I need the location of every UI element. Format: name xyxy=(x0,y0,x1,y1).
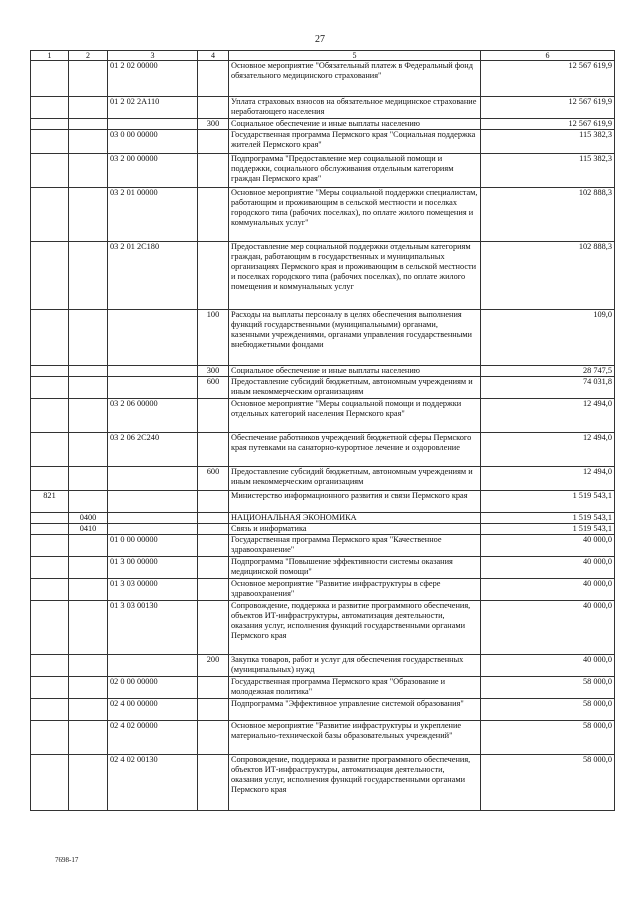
table-row xyxy=(31,188,615,242)
cell-col6: 40 000,0 xyxy=(481,601,615,655)
cell-col4 xyxy=(198,535,229,557)
cell-col3 xyxy=(108,119,198,130)
cell-col3 xyxy=(108,655,198,677)
cell-col6: 1 519 543,1 xyxy=(481,513,615,524)
cell-col6: 115 382,3 xyxy=(481,130,615,154)
cell-col5: Основное мероприятие "Развитие инфраструктуры и укрепление материально-технической базы образовательных учреждений" xyxy=(229,721,481,755)
cell-col2 xyxy=(69,433,108,467)
cell-col5: Основное мероприятие "Меры социальной поддержки специалистам, работающим и проживающим в сельской местности и поселках городского типа (рабочих поселках), по оплате жилого помещения и коммунальных услуг" xyxy=(229,188,481,242)
cell-col5: Предоставление субсидий бюджетным, автономным учреждениям и иным некоммерческим организациям xyxy=(229,377,481,399)
cell-col4 xyxy=(198,399,229,433)
cell-col1 xyxy=(31,467,69,491)
cell-col2: 0400 xyxy=(69,513,108,524)
cell-col2 xyxy=(69,130,108,154)
cell-col1 xyxy=(31,433,69,467)
cell-col3: 01 2 02 00000 xyxy=(108,61,198,97)
cell-col5: Предоставление мер социальной поддержки отдельным категориям граждан, работающим в государственных и муниципальных организациях Пермского края и проживающим в сельской местности и поселках городского типа (рабочих поселках), по оплате жилого помещения и коммунальных услуг xyxy=(229,242,481,310)
table-row xyxy=(31,310,615,366)
table-row xyxy=(31,557,615,579)
cell-col4 xyxy=(198,61,229,97)
cell-col2 xyxy=(69,601,108,655)
cell-col3: 01 3 00 00000 xyxy=(108,557,198,579)
cell-col1 xyxy=(31,677,69,699)
cell-col4 xyxy=(198,524,229,535)
cell-col5: Подпрограмма "Предоставление мер социальной помощи и поддержки, социального обслуживания отдельным категориям граждан Пермского края" xyxy=(229,154,481,188)
table-row xyxy=(31,433,615,467)
cell-col1 xyxy=(31,579,69,601)
cell-col1: 821 xyxy=(31,491,69,513)
cell-col1 xyxy=(31,310,69,366)
table-row xyxy=(31,399,615,433)
cell-col6: 115 382,3 xyxy=(481,154,615,188)
cell-col2 xyxy=(69,366,108,377)
cell-col4: 300 xyxy=(198,119,229,130)
cell-col5: Социальное обеспечение и иные выплаты населению xyxy=(229,119,481,130)
cell-col6: 40 000,0 xyxy=(481,557,615,579)
cell-col2 xyxy=(69,154,108,188)
cell-col2 xyxy=(69,97,108,119)
cell-col1 xyxy=(31,655,69,677)
cell-col3: 02 4 00 00000 xyxy=(108,699,198,721)
cell-col5: Связь и информатика xyxy=(229,524,481,535)
cell-col5: НАЦИОНАЛЬНАЯ ЭКОНОМИКА xyxy=(229,513,481,524)
cell-col4 xyxy=(198,188,229,242)
cell-col3: 01 3 03 00130 xyxy=(108,601,198,655)
cell-col3 xyxy=(108,524,198,535)
page-number: 27 xyxy=(315,34,325,45)
column-header-2: 2 xyxy=(69,51,108,61)
table-row xyxy=(31,755,615,811)
table-row xyxy=(31,366,615,377)
table-row xyxy=(31,535,615,557)
cell-col2 xyxy=(69,119,108,130)
cell-col5: Предоставление субсидий бюджетным, автономным учреждениям и иным некоммерческим организациям xyxy=(229,467,481,491)
cell-col1 xyxy=(31,366,69,377)
cell-col4 xyxy=(198,601,229,655)
table-row xyxy=(31,721,615,755)
cell-col5: Расходы на выплаты персоналу в целях обеспечения выполнения функций государственными (муниципальными) органами, казенными учреждениями, органами управления государственными внебюджетными фондами xyxy=(229,310,481,366)
cell-col4: 600 xyxy=(198,467,229,491)
cell-col4 xyxy=(198,721,229,755)
table-row xyxy=(31,601,615,655)
cell-col6: 58 000,0 xyxy=(481,755,615,811)
cell-col2 xyxy=(69,310,108,366)
cell-col6: 109,0 xyxy=(481,310,615,366)
cell-col6: 40 000,0 xyxy=(481,655,615,677)
table-row xyxy=(31,97,615,119)
cell-col6: 12 567 619,9 xyxy=(481,119,615,130)
cell-col5: Закупка товаров, работ и услуг для обеспечения государственных (муниципальных) нужд xyxy=(229,655,481,677)
cell-col1 xyxy=(31,242,69,310)
cell-col4 xyxy=(198,755,229,811)
cell-col1 xyxy=(31,188,69,242)
cell-col6: 58 000,0 xyxy=(481,721,615,755)
table-row xyxy=(31,699,615,721)
cell-col4 xyxy=(198,242,229,310)
cell-col2 xyxy=(69,557,108,579)
table-row xyxy=(31,655,615,677)
cell-col4 xyxy=(198,557,229,579)
cell-col1 xyxy=(31,755,69,811)
cell-col3 xyxy=(108,366,198,377)
table-row xyxy=(31,491,615,513)
column-header-3: 3 xyxy=(108,51,198,61)
table-row xyxy=(31,61,615,97)
cell-col1 xyxy=(31,524,69,535)
cell-col5: Сопровождение, поддержка и развитие программного обеспечения, объектов ИТ-инфраструктуры, автоматизация деятельности, оказания услуг, исполнения функций государственными органами Пермского края xyxy=(229,601,481,655)
cell-col5: Министерство информационного развития и связи Пермского края xyxy=(229,491,481,513)
cell-col6: 1 519 543,1 xyxy=(481,491,615,513)
cell-col3 xyxy=(108,491,198,513)
cell-col3 xyxy=(108,377,198,399)
cell-col1 xyxy=(31,130,69,154)
cell-col6: 12 567 619,9 xyxy=(481,61,615,97)
footer-code: 7698-17 xyxy=(55,856,79,864)
cell-col4 xyxy=(198,491,229,513)
cell-col4 xyxy=(198,154,229,188)
cell-col3: 02 4 02 00000 xyxy=(108,721,198,755)
table-row xyxy=(31,467,615,491)
table-header-row xyxy=(31,51,615,61)
cell-col4 xyxy=(198,97,229,119)
cell-col6: 1 519 543,1 xyxy=(481,524,615,535)
budget-table xyxy=(30,50,615,811)
table-row xyxy=(31,119,615,130)
cell-col6: 12 494,0 xyxy=(481,433,615,467)
column-header-1: 1 xyxy=(31,51,69,61)
cell-col3: 03 2 06 2С240 xyxy=(108,433,198,467)
cell-col1 xyxy=(31,535,69,557)
cell-col4: 600 xyxy=(198,377,229,399)
cell-col2 xyxy=(69,755,108,811)
column-header-5: 5 xyxy=(229,51,481,61)
cell-col5: Основное мероприятие "Обязательный платеж в Федеральный фонд обязательного медицинского страхования" xyxy=(229,61,481,97)
table-body xyxy=(31,61,615,811)
cell-col4: 300 xyxy=(198,366,229,377)
table-row xyxy=(31,130,615,154)
cell-col1 xyxy=(31,601,69,655)
cell-col1 xyxy=(31,61,69,97)
cell-col3: 03 0 00 00000 xyxy=(108,130,198,154)
cell-col6: 40 000,0 xyxy=(481,579,615,601)
cell-col5: Государственная программа Пермского края "Качественное здравоохранение" xyxy=(229,535,481,557)
cell-col2 xyxy=(69,535,108,557)
cell-col5: Обеспечение работников учреждений бюджетной сферы Пермского края путевками на санаторно-курортное лечение и оздоровление xyxy=(229,433,481,467)
cell-col3 xyxy=(108,513,198,524)
cell-col3: 01 0 00 00000 xyxy=(108,535,198,557)
cell-col6: 58 000,0 xyxy=(481,699,615,721)
cell-col1 xyxy=(31,557,69,579)
cell-col5: Уплата страховых взносов на обязательное медицинское страхование неработающего населения xyxy=(229,97,481,119)
cell-col6: 28 747,5 xyxy=(481,366,615,377)
cell-col2 xyxy=(69,61,108,97)
cell-col4 xyxy=(198,130,229,154)
cell-col3: 02 0 00 00000 xyxy=(108,677,198,699)
cell-col5: Сопровождение, поддержка и развитие программного обеспечения, объектов ИТ-инфраструктуры, автоматизация деятельности, оказания услуг, исполнения функций государственными органами Пермского края xyxy=(229,755,481,811)
cell-col5: Подпрограмма "Повышение эффективности системы оказания медицинской помощи" xyxy=(229,557,481,579)
cell-col2 xyxy=(69,721,108,755)
cell-col2 xyxy=(69,377,108,399)
cell-col5: Основное мероприятие "Меры социальной помощи и поддержки отдельных категорий населения Пермского края" xyxy=(229,399,481,433)
cell-col6: 74 031,8 xyxy=(481,377,615,399)
cell-col2 xyxy=(69,467,108,491)
cell-col4 xyxy=(198,513,229,524)
cell-col6: 58 000,0 xyxy=(481,677,615,699)
cell-col5: Государственная программа Пермского края "Образование и молодежная политика" xyxy=(229,677,481,699)
cell-col4 xyxy=(198,433,229,467)
cell-col2 xyxy=(69,655,108,677)
cell-col3: 01 3 03 00000 xyxy=(108,579,198,601)
cell-col6: 40 000,0 xyxy=(481,535,615,557)
table-row xyxy=(31,677,615,699)
cell-col4 xyxy=(198,579,229,601)
cell-col6: 12 494,0 xyxy=(481,399,615,433)
cell-col3: 03 2 01 2С180 xyxy=(108,242,198,310)
cell-col1 xyxy=(31,399,69,433)
cell-col1 xyxy=(31,377,69,399)
cell-col4: 200 xyxy=(198,655,229,677)
cell-col6: 102 888,3 xyxy=(481,188,615,242)
column-header-4: 4 xyxy=(198,51,229,61)
cell-col1 xyxy=(31,154,69,188)
cell-col5: Государственная программа Пермского края "Социальная поддержка жителей Пермского края" xyxy=(229,130,481,154)
cell-col1 xyxy=(31,97,69,119)
column-header-6: 6 xyxy=(481,51,615,61)
cell-col3: 03 2 01 00000 xyxy=(108,188,198,242)
cell-col2 xyxy=(69,579,108,601)
table-row xyxy=(31,524,615,535)
cell-col6: 12 494,0 xyxy=(481,467,615,491)
cell-col3 xyxy=(108,310,198,366)
cell-col4 xyxy=(198,677,229,699)
cell-col2 xyxy=(69,677,108,699)
table-row xyxy=(31,242,615,310)
table-row xyxy=(31,154,615,188)
cell-col2 xyxy=(69,491,108,513)
cell-col6: 102 888,3 xyxy=(481,242,615,310)
cell-col6: 12 567 619,9 xyxy=(481,97,615,119)
cell-col2 xyxy=(69,242,108,310)
table-row xyxy=(31,377,615,399)
cell-col2 xyxy=(69,399,108,433)
cell-col4: 100 xyxy=(198,310,229,366)
cell-col3: 02 4 02 00130 xyxy=(108,755,198,811)
cell-col1 xyxy=(31,119,69,130)
cell-col1 xyxy=(31,513,69,524)
cell-col5: Основное мероприятие "Развитие инфраструктуры в сфере здравоохранения" xyxy=(229,579,481,601)
cell-col1 xyxy=(31,721,69,755)
cell-col2 xyxy=(69,188,108,242)
cell-col1 xyxy=(31,699,69,721)
cell-col3: 01 2 02 2А110 xyxy=(108,97,198,119)
cell-col4 xyxy=(198,699,229,721)
cell-col2 xyxy=(69,699,108,721)
table-row xyxy=(31,579,615,601)
table-row xyxy=(31,513,615,524)
cell-col5: Подпрограмма "Эффективное управление системой образования" xyxy=(229,699,481,721)
cell-col3: 03 2 00 00000 xyxy=(108,154,198,188)
cell-col2: 0410 xyxy=(69,524,108,535)
cell-col3: 03 2 06 00000 xyxy=(108,399,198,433)
cell-col3 xyxy=(108,467,198,491)
cell-col5: Социальное обеспечение и иные выплаты населению xyxy=(229,366,481,377)
